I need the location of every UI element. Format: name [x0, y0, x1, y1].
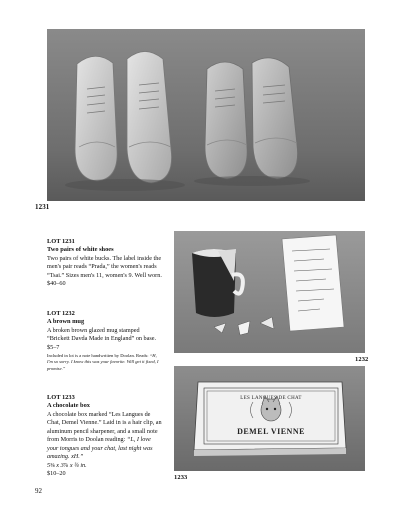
- lot-note-quote: “H, I'm so sorry. I know this was your favorite. Will get it fixed, I promise.”: [47, 353, 159, 371]
- lot-description-quote: “L, I love your tongues and your chat, last night was amazing. xH.”: [47, 436, 153, 461]
- lot-estimate: $10–20: [47, 470, 66, 478]
- mug-photo: [174, 231, 365, 353]
- lot-dimensions: 5⅝ x 3⅞ x ¾ in.: [47, 461, 87, 469]
- lot-heading: LOT 1231: [47, 238, 75, 245]
- lot-1232: [47, 310, 162, 372]
- lot-title: Two pairs of white shoes: [47, 246, 114, 254]
- lot-title: A brown mug: [47, 318, 85, 326]
- photo-lot-number: 1233: [174, 474, 188, 481]
- photo-lot-number: 1232: [355, 356, 369, 363]
- lot-note: [47, 353, 162, 372]
- lot-title: A chocolate box: [47, 402, 90, 410]
- lot-heading: LOT 1233: [47, 394, 75, 401]
- lot-heading: LOT 1232: [47, 310, 75, 317]
- lot-description: A broken brown glazed mug stamped “Brickett Davda Made in England” on base.: [47, 326, 157, 343]
- lot-1231: [47, 238, 162, 289]
- lot-description-intro: A chocolate box marked “Les Langues de Chat, Demel Vienne.” Laid in is a hair clip, an aluminum pencil sharpener, and a small note from Morris to Doolan reading:: [47, 410, 162, 444]
- lot-1233: [47, 394, 162, 479]
- shoes-photo: [47, 29, 365, 201]
- photo-lot-number: 1231: [35, 203, 50, 211]
- box-label-top: LES LANGUES DE CHAT: [240, 396, 302, 401]
- lot-estimate: $40–60: [47, 280, 66, 288]
- chocolate-box-photo: [174, 366, 365, 471]
- box-label-bottom: DEMEL VIENNE: [237, 427, 305, 436]
- lot-estimate: $5–7: [47, 343, 60, 351]
- page-number: 92: [35, 487, 42, 495]
- lot-description: [47, 411, 162, 462]
- lot-description: Two pairs of white bucks. The label inside the men's pair reads “Prada,” the women's reads “Tsai.” Sizes men's 11, women's 9. Well worn.: [47, 254, 162, 279]
- lot-note-intro: Included in lot is a note handwritten by Doolan. Reads:: [47, 353, 149, 359]
